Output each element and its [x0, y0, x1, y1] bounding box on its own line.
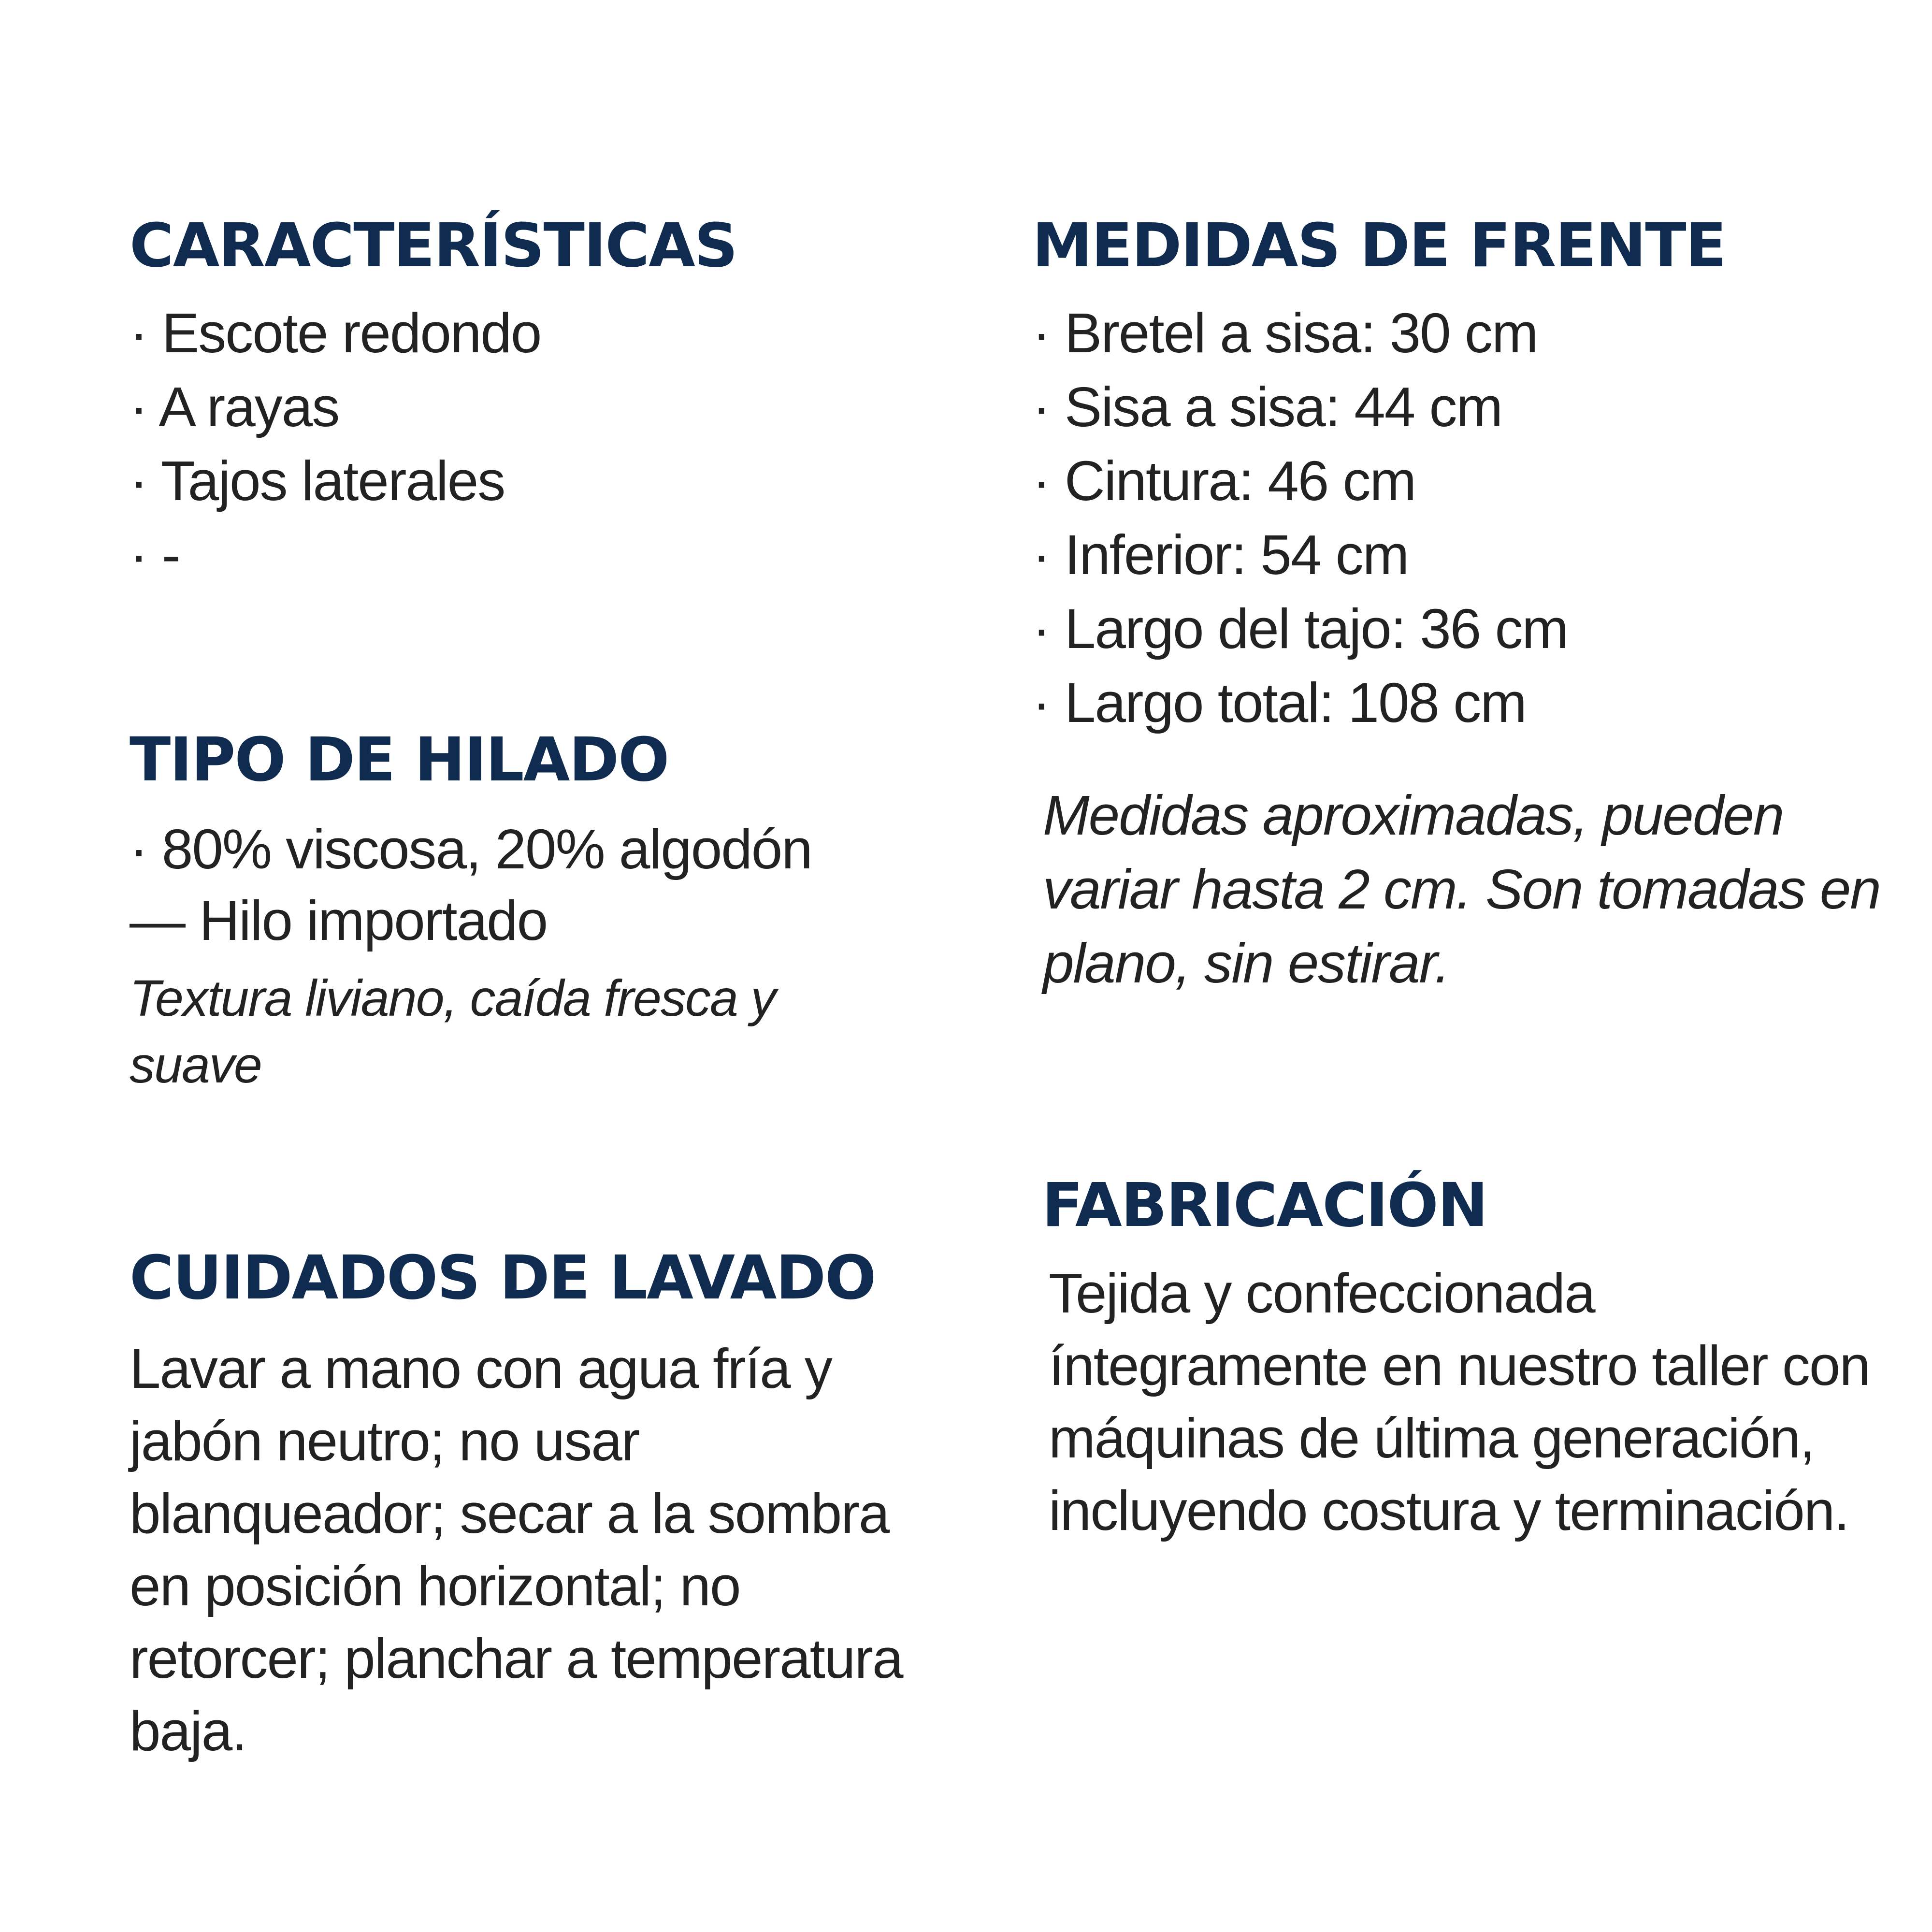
care-text: Lavar a mano con agua fría y jabón neutro; no usar blanqueador; secar a la sombra en posición horizontal; no retorcer; planchar a temperatura baja. [130, 1337, 903, 1762]
list-item: · A rayas [130, 375, 339, 438]
yarn-heading: TIPO DE HILADO [130, 725, 669, 795]
measures-note: Medidas aproximadas, pueden variar hasta 2 cm. Son tomadas en plano, sin estirar. [1043, 784, 1880, 995]
list-item: · Largo del tajo: 36 cm [1032, 597, 1568, 660]
list-item: · Sisa a sisa: 44 cm [1032, 375, 1502, 438]
list-item: · 80% viscosa, 20% algodón [130, 818, 812, 880]
characteristics-heading: CARACTERÍSTICAS [130, 211, 737, 281]
manufacturing-heading: FABRICACIÓN [1042, 1170, 1487, 1240]
yarn-section [130, 725, 951, 1150]
measures-section [1032, 211, 1902, 1056]
yarn-texture-note: Textura liviano, caída fresca y suave [130, 970, 776, 1094]
list-item: · Cintura: 46 cm [1032, 449, 1416, 512]
care-heading: CUIDADOS DE LAVADO [130, 1243, 876, 1313]
yarn-list [130, 813, 951, 956]
measures-list [1032, 296, 1902, 740]
list-item: · Escote redondo [130, 302, 541, 364]
list-item: · Largo total: 108 cm [1032, 671, 1526, 734]
list-item: · Bretel a sisa: 30 cm [1032, 302, 1538, 364]
characteristics-list [130, 296, 951, 592]
manufacturing-text: Tejida y confeccionada íntegramente en nuestro taller con máquinas de última generación, incluyendo costura y terminación. [1049, 1262, 1870, 1542]
characteristics-section [130, 211, 951, 592]
list-item: · Tajos laterales [130, 449, 505, 512]
list-item: · Inferior: 54 cm [1032, 523, 1409, 586]
manufacturing-section [1042, 1170, 1907, 1547]
measures-heading: MEDIDAS DE FRENTE [1032, 211, 1726, 281]
care-section [130, 1243, 961, 1767]
list-item: · - [130, 523, 180, 586]
list-item: — Hilo importado [130, 889, 548, 952]
